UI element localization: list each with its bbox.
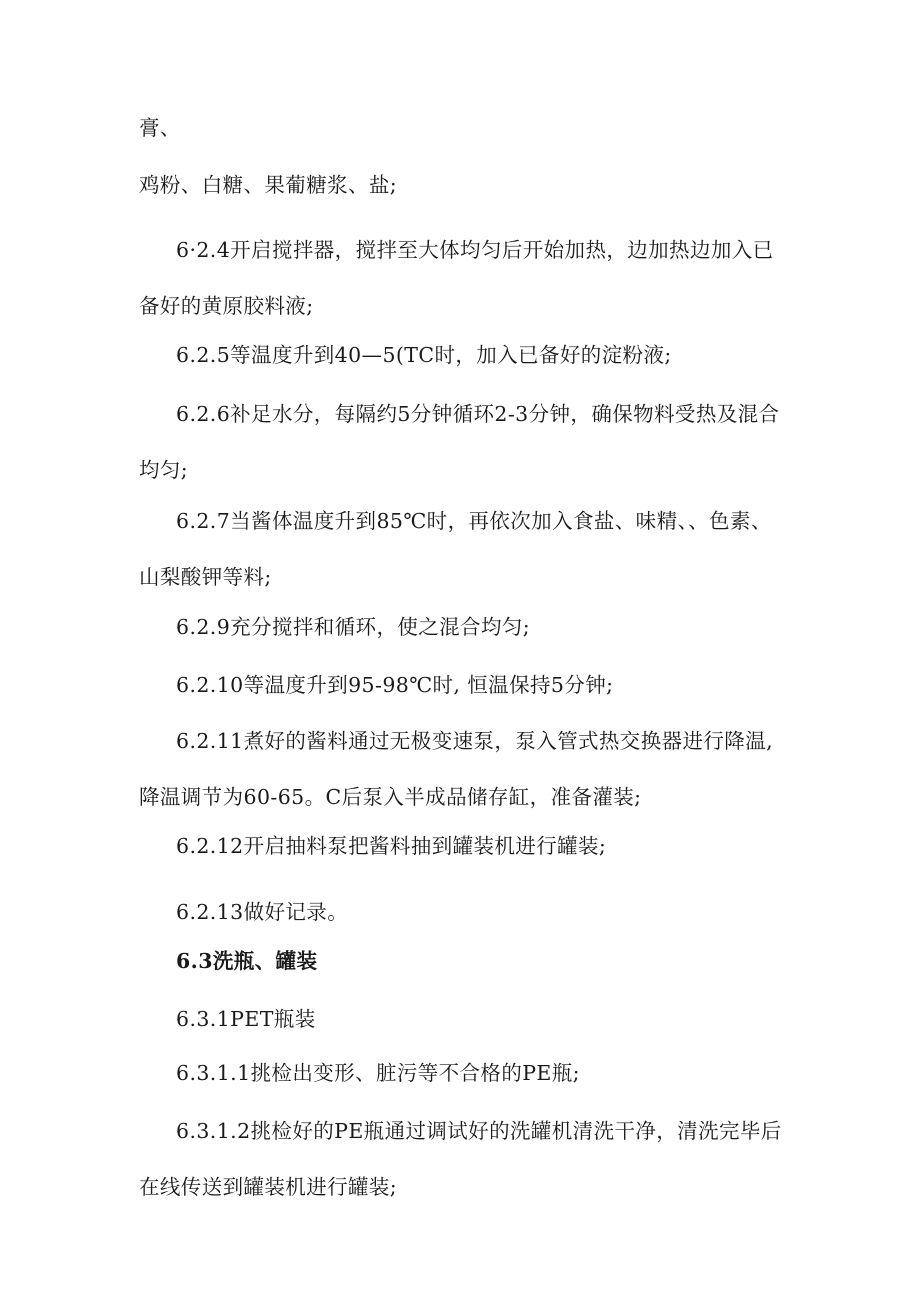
paragraph: 6.2.10等温度升到95-98℃时, 恒温保持5分钟; bbox=[176, 673, 614, 697]
paragraph: 6·2.4开启搅拌器，搅拌至大体均匀后开始加热，边加热边加入已备好的黄原胶料液; bbox=[139, 238, 774, 318]
paragraph: 6.3.1.1挑检出变形、脏污等不合格的PE瓶; bbox=[176, 1061, 580, 1085]
paragraph: 6.2.13做好记录。 bbox=[176, 900, 349, 924]
paragraph: 6.2.11煮好的酱料通过无极变速泵，泵入管式热交换器进行降温, 降温调节为60-65。C后泵入半成品储存缸，准备灌装; bbox=[139, 729, 774, 809]
paragraph: 6.2.12开启抽料泵把酱料抽到罐装机进行罐装; bbox=[176, 834, 607, 858]
paragraph: 6.2.6补足水分，每隔约5分钟循环2-3分钟，确保物料受热及混合均匀; bbox=[139, 402, 780, 482]
section-heading: 6.3洗瓶、罐装 bbox=[176, 949, 318, 973]
paragraph: 6.2.7当酱体温度升到85℃时，再依次加入食盐、味精、、色素、山梨酸钾等料; bbox=[139, 509, 772, 589]
paragraph: 6.3.1.2挑检好的PE瓶通过调试好的洗罐机清洗干净，清洗完毕后在线传送到罐装机进行罐装; bbox=[139, 1119, 782, 1199]
subsection-heading: 6.3.1PET瓶装 bbox=[176, 1007, 316, 1031]
paragraph: 6.2.5等温度升到40—5(TC时，加入已备好的淀粉液; bbox=[176, 343, 672, 367]
paragraph: 6.2.9充分搅拌和循环，使之混合均匀; bbox=[176, 615, 531, 639]
paragraph: 膏、 bbox=[139, 116, 181, 140]
paragraph: 鸡粉、白糖、果葡糖浆、盐; bbox=[139, 173, 398, 197]
